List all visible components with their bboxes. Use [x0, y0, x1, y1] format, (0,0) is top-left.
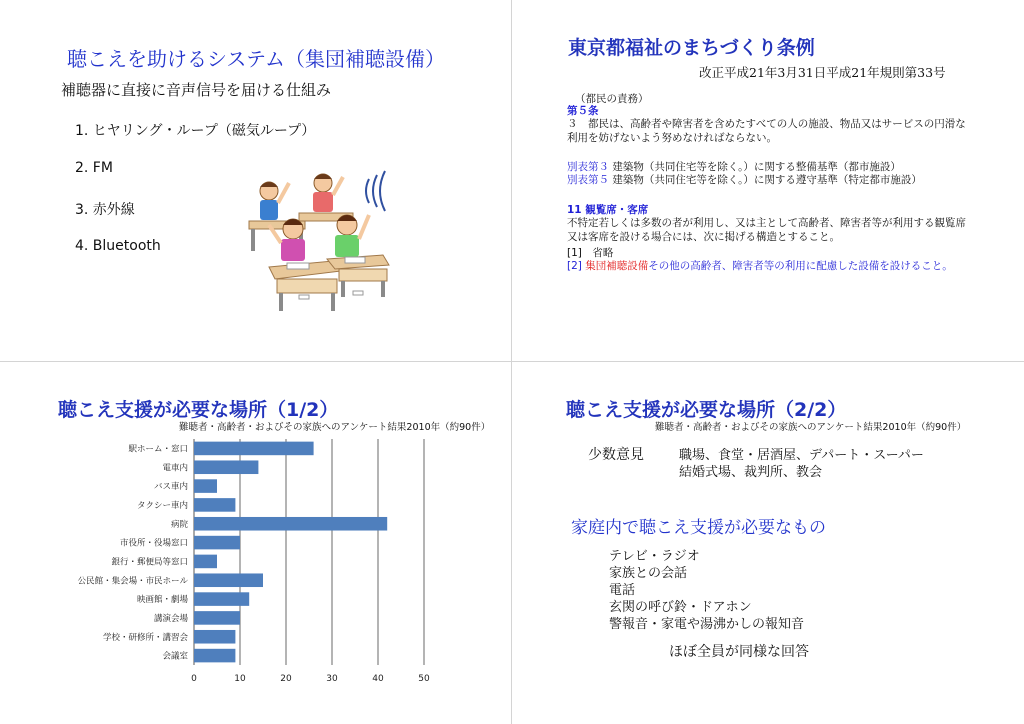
vertical-divider [511, 0, 512, 724]
x-tick-label: 40 [372, 674, 384, 684]
list-item: 1. ヒヤリング・ループ（磁気ループ） [75, 123, 316, 139]
x-tick-label: 10 [234, 674, 246, 684]
bar [194, 555, 217, 569]
duty-heading: （都民の責務） [575, 93, 649, 105]
category-label: 銀行・郵便局等窓口 [111, 557, 188, 568]
x-tick-label: 20 [280, 674, 292, 684]
section11-label: 11 観覧席・客席 [567, 204, 649, 216]
table3-text: 建築物（共同住宅等を除く。）に関する整備基準（都市施設） [612, 161, 901, 173]
item2-rest: その他の高齢者、障害者等の利用に配慮した設備を設けること。 [648, 260, 953, 272]
survey-note: 難聴者・高齢者・およびその家族へのアンケート結果2010年（約90件） [179, 422, 491, 433]
table5-label: 別表第５ [567, 174, 609, 186]
slide-places-2 [513, 363, 1023, 723]
item2-line [567, 259, 967, 273]
item2-highlight: 集団補聴設備 [585, 260, 649, 272]
bar [194, 517, 387, 531]
category-label: タクシー車内 [136, 500, 188, 511]
minority-line1: 職場、食堂・居酒屋、デパート・スーパー [679, 448, 924, 463]
category-label: 会議室 [162, 651, 188, 662]
bar [194, 630, 235, 644]
home-item: 警報音・家電や湯沸かしの報知音 [609, 617, 805, 632]
category-label: 公民館・集会場・市民ホール [77, 576, 188, 587]
slide-hearing-systems [1, 1, 511, 361]
category-label: 学校・研修所・講習会 [102, 632, 188, 643]
table3-label: 別表第３ [567, 161, 609, 173]
bar [194, 611, 240, 625]
bar [194, 592, 249, 606]
minority-label: 少数意見 [588, 447, 644, 463]
section11-text: 不特定若しくは多数の者が利用し、又は主として高齢者、障害者等が利用する観覧席又は客席を設ける場合には、次に掲げる構造とすること。 [567, 217, 966, 243]
slide1-subtitle: 補聴器に直接に音声信号を届ける仕組み [61, 81, 332, 99]
home-item: 電話 [609, 583, 636, 598]
bar [194, 649, 235, 663]
table5-line [567, 173, 967, 187]
minority-line2: 結婚式場、裁判所、教会 [679, 465, 823, 480]
classroom-illustration [241, 169, 401, 319]
slide-places-1 [1, 363, 511, 723]
category-label: 病院 [170, 519, 188, 530]
article5-label: 第５条 [567, 105, 599, 117]
bar [194, 460, 258, 474]
category-label: 講演会場 [153, 613, 188, 624]
revision-line: 改正平成21年3月31日平成21年規則第33号 [699, 65, 946, 80]
category-label: 駅ホーム・窓口 [128, 444, 188, 455]
x-tick-label: 0 [191, 674, 197, 684]
bar-chart [61, 435, 481, 697]
item1-text: [1] 省略 [567, 247, 614, 259]
x-tick-label: 50 [418, 674, 430, 684]
survey-note: 難聴者・高齢者・およびその家族へのアンケート結果2010年（約90件） [655, 422, 967, 433]
bar [194, 498, 235, 512]
home-item: 家族との会話 [609, 566, 688, 581]
conclusion: ほぼ全員が同様な回答 [669, 644, 809, 660]
slide3-title: 聴こえ支援が必要な場所（1/2） [58, 399, 339, 421]
category-label: 映画館・劇場 [136, 595, 188, 606]
category-label: バス車内 [153, 482, 188, 493]
list-item: 2. FM [75, 160, 113, 176]
horizontal-divider [0, 361, 1024, 362]
home-title: 家庭内で聴こえ支援が必要なもの [571, 518, 826, 538]
item2-prefix: [2] [567, 260, 582, 272]
slide4-title: 聴こえ支援が必要な場所（2/2） [566, 399, 847, 421]
slide1-title: 聴こえを助けるシステム（集団補聴設備） [67, 47, 445, 71]
home-item: 玄関の呼び鈴・ドアホン [609, 600, 752, 615]
category-label: 電車内 [162, 463, 188, 474]
table3-line [567, 159, 901, 174]
bar [194, 442, 314, 456]
bar [194, 573, 263, 587]
slide2-title: 東京都福祉のまちづくり条例 [568, 37, 815, 59]
home-item: テレビ・ラジオ [609, 549, 700, 564]
article5-text: ３ 都民は、高齢者や障害者を含めたすべての人の施設、物品又はサービスの円滑な利用を妨げないよう努めなければならない。 [567, 118, 966, 144]
category-label: 市役所・役場窓口 [119, 538, 188, 549]
list-item: 3. 赤外線 [75, 202, 135, 218]
slide-tokyo-ordinance [513, 1, 1023, 361]
list-item: 4. Bluetooth [75, 238, 161, 254]
table5-text: 建築物（共同住宅等を除く。）に関する遵守基準（特定都市施設） [612, 174, 922, 186]
bar [194, 479, 217, 493]
x-tick-label: 30 [326, 674, 338, 684]
bar [194, 536, 240, 550]
